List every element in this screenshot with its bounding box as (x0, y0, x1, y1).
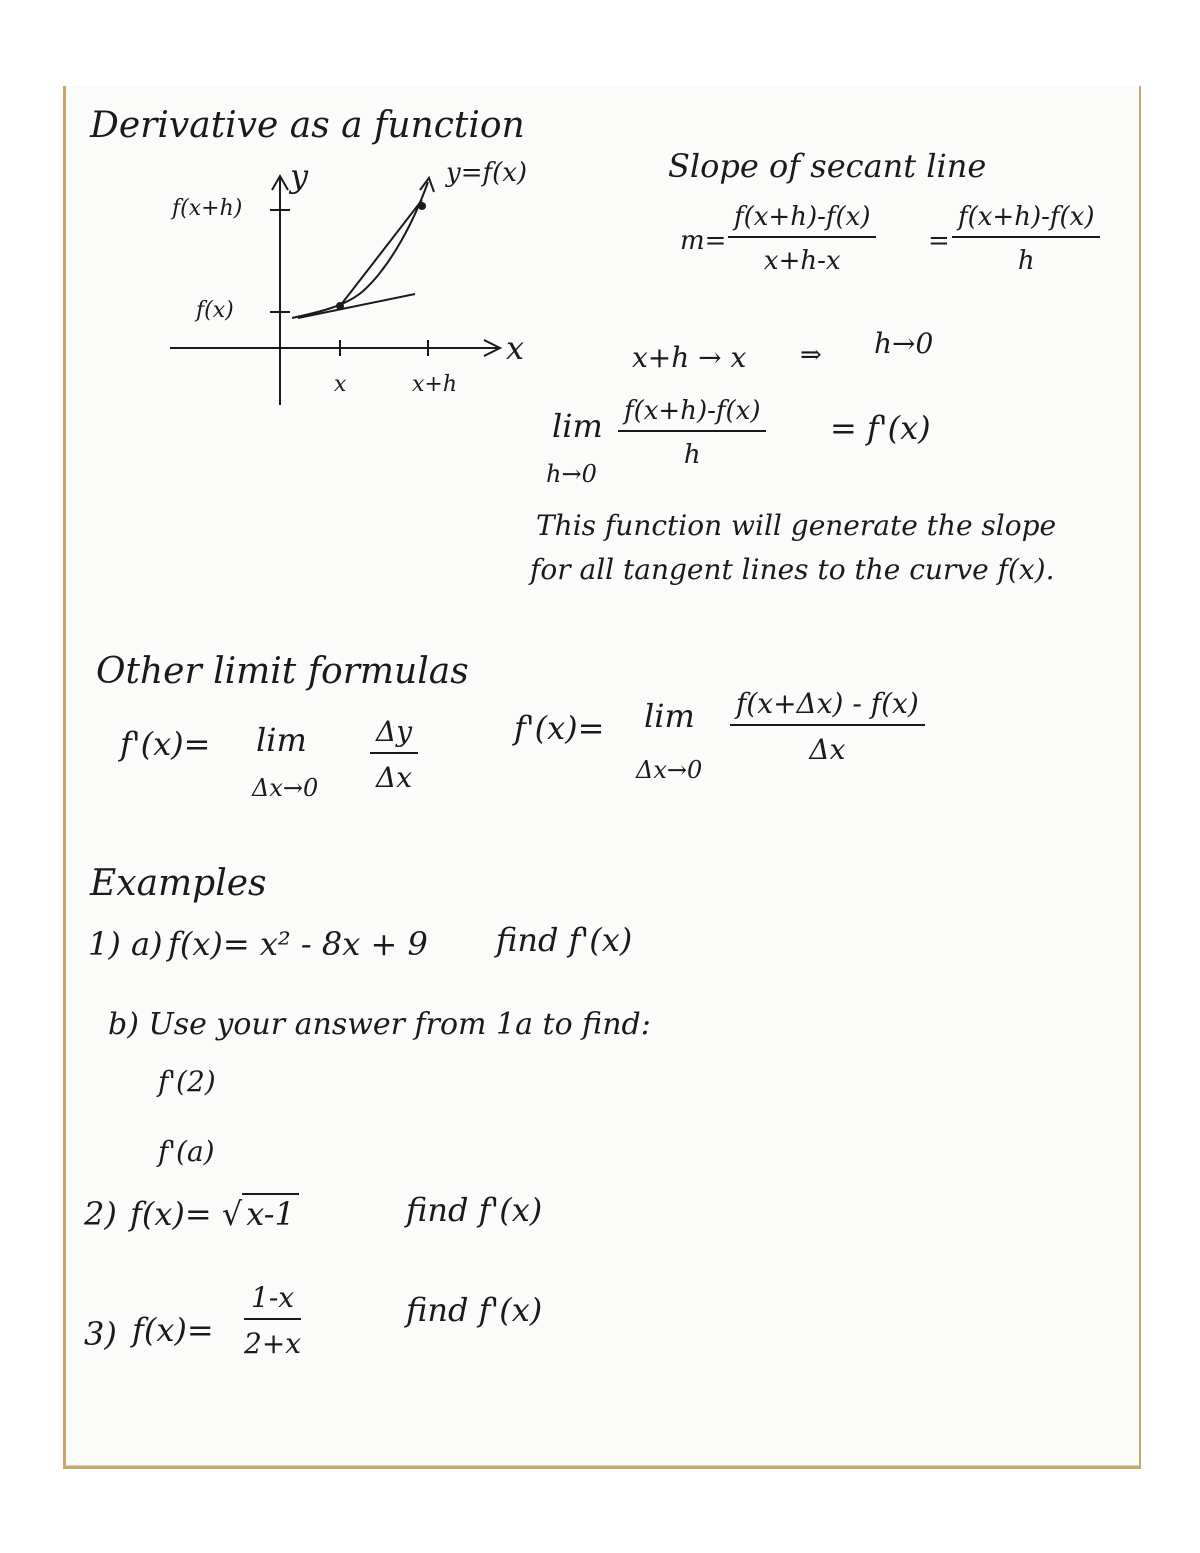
example-3-task: find f'(x) (406, 1291, 543, 1329)
secant-numerator-2: f(x+h)-f(x) (952, 204, 1100, 238)
formula-2-subscript: Δx→0 (636, 756, 703, 784)
example-2-task: find f'(x) (406, 1191, 543, 1229)
secant-line (340, 200, 422, 306)
point-xh (418, 202, 426, 210)
formula-1-denominator: Δx (376, 761, 413, 794)
example-1b-item-2: f'(a) (158, 1135, 215, 1168)
note-line-2: for all tangent lines to the curve f(x). (530, 553, 1055, 586)
example-2-prefix: f(x)= √ (130, 1195, 243, 1233)
secant-denominator-1: x+h-x (763, 246, 841, 276)
tangent-line (298, 294, 415, 318)
slope-m-prefix: m= (680, 226, 727, 256)
example-3-label: 3) (84, 1315, 117, 1353)
limit-word: lim (552, 407, 603, 445)
graph-x-label: x (506, 329, 525, 367)
example-1b-item-1: f'(2) (158, 1065, 216, 1098)
example-1b-instruction: b) Use your answer from 1a to find: (108, 1007, 651, 1042)
y-tick-label-fxh: f(x+h) (172, 196, 243, 221)
example-2-radicand: x-1 (242, 1193, 299, 1233)
formula-1-fraction (370, 715, 418, 794)
example-2-label: 2) (84, 1195, 117, 1233)
secant-denominator-2: h (1017, 246, 1035, 276)
example-3-denominator: 2+x (244, 1327, 302, 1360)
formula-2-lim: lim (644, 697, 695, 735)
x-tick-label-x: x (334, 372, 347, 397)
secant-equals: = (928, 226, 950, 256)
approach-x: x+h → x (632, 341, 747, 374)
y-tick-label-fx: f(x) (196, 298, 234, 323)
graph-y-label: y (290, 157, 309, 195)
examples-heading: Examples (90, 863, 267, 904)
formula-2-denominator: Δx (809, 733, 846, 766)
formula-2-numerator: f(x+Δx) - f(x) (730, 690, 925, 726)
curve-fx (292, 182, 428, 318)
formula-2-prefix: f'(x)= (514, 709, 605, 747)
example-3-numerator: 1-x (244, 1284, 301, 1320)
example-2-function (130, 1195, 299, 1233)
other-formulas-heading: Other limit formulas (96, 651, 469, 692)
curve-label: y=f(x) (446, 158, 528, 188)
limit-numerator: f(x+h)-f(x) (618, 398, 766, 432)
page-title: Derivative as a function (90, 105, 525, 146)
example-3-fraction (244, 1281, 302, 1360)
example-1a-function: f(x)= x² - 8x + 9 (168, 925, 428, 963)
secant-fraction-2 (952, 204, 1100, 274)
example-3-prefix: f(x)= (132, 1311, 214, 1349)
secant-fraction-1 (728, 204, 876, 274)
implies-symbol: ⇒ (800, 340, 822, 370)
example-1a-label: 1) a) (88, 925, 163, 963)
formula-2-fraction (730, 687, 925, 766)
x-tick-label-xh: x+h (412, 372, 458, 397)
formula-1-prefix: f'(x)= (120, 725, 211, 763)
secant-numerator-1: f(x+h)-f(x) (728, 204, 876, 238)
note-line-1: This function will generate the slope (536, 509, 1057, 542)
formula-1-lim: lim (256, 721, 307, 759)
limit-subscript: h→0 (546, 460, 597, 488)
secant-heading: Slope of secant line (668, 147, 987, 185)
limit-result: = f'(x) (830, 409, 931, 447)
formula-1-numerator: Δy (370, 718, 418, 754)
derivative-limit-fraction (618, 398, 766, 468)
approach-h: h→0 (874, 327, 934, 360)
formula-1-subscript: Δx→0 (252, 774, 319, 802)
limit-denominator: h (683, 440, 701, 470)
point-x (336, 302, 344, 310)
example-1a-task: find f'(x) (496, 921, 633, 959)
